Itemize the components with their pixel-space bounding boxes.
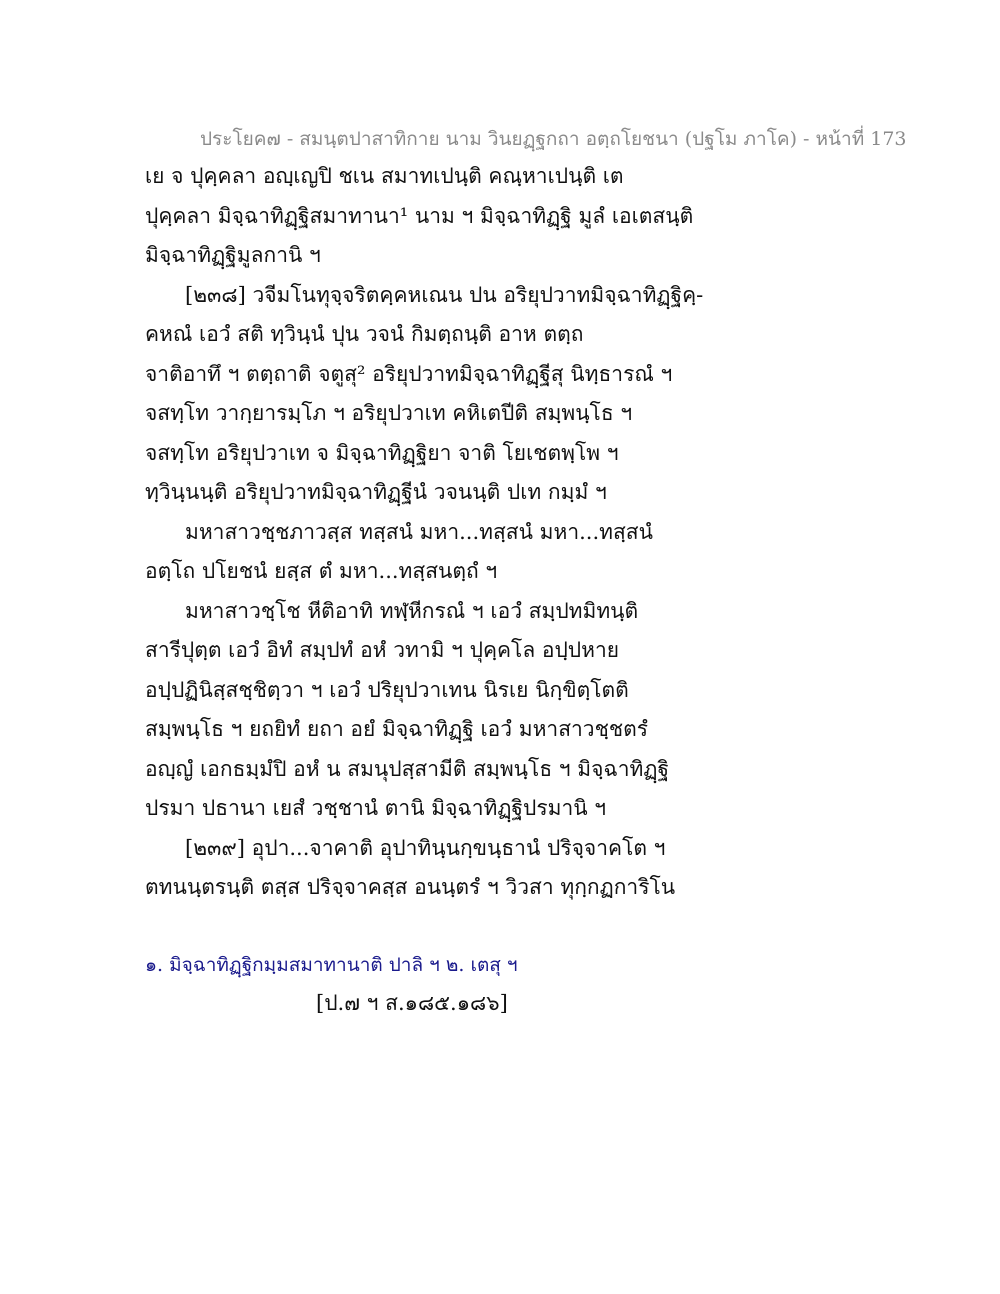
text-line-indented: มหาสาวชฺชภาวสฺส ทสฺสนํ มหา...ทสฺสนํ มหา...ทสฺสนํ	[185, 519, 653, 544]
footnote: ๑. มิจฺฉาทิฏฺฐิกมฺมสมาทานาติ ปาลิ ฯ ๒. เตสุ ฯ	[145, 954, 518, 976]
text-line: คหณํ เอวํ สติ ทฺวินฺนํ ปุน วจนํ กิมตฺถนฺติ อาห ตตฺถ	[145, 322, 584, 346]
text-line: จสทฺโท อริยุปวาเท จ มิจฺฉาทิฏฺฐิยา จาติ โยเชตพฺโพ ฯ	[145, 440, 619, 465]
text-line: ตทนนฺตรนฺติ ตสฺส ปริจฺจาคสฺส อนนฺตรํ ฯ วิวสา ทุกฺกฏการิโน	[145, 875, 676, 899]
text-line-indented: [๒๓๙] อุปา...จาคาติ อุปาทินฺนกฺขนฺธานํ ปริจฺจาคโต ฯ	[185, 835, 666, 860]
text-line: ทฺวินฺนนฺติ อริยุปวาทมิจฺฉาทิฏฺฐีนํ วจนนฺติ ปเท กมฺมํ ฯ	[145, 480, 607, 504]
body-text	[145, 157, 925, 908]
text-line: อปฺปฏินิสฺสชฺชิตฺวา ฯ เอวํ ปริยุปวาเทน นิรเย นิกฺขิตฺโตติ	[145, 677, 629, 702]
text-line: อตฺโถ ปโยชนํ ยสฺส ตํ มหา...ทสฺสนตฺถํ ฯ	[145, 559, 498, 583]
text-line: สมฺพนฺโธ ฯ ยถยิทํ ยถา อยํ มิจฺฉาทิฏฺฐิ เอวํ มหาสาวชฺชตรํ	[145, 717, 649, 741]
text-line: ปุคฺคลา มิจฺฉาทิฏฺฐิสมาทานา¹ นาม ฯ มิจฺฉาทิฏฺฐิ มูลํ เอเตสนฺติ	[145, 203, 694, 228]
text-line: มิจฺฉาทิฏฺฐิมูลกานิ ฯ	[145, 243, 321, 267]
text-line-indented: [๒๓๘] วจีมโนทุจฺจริตคฺคหเณน ปน อริยุปวาทมิจฺฉาทิฏฺฐิคฺ-	[185, 282, 704, 307]
text-line: สารีปุตฺต เอวํ อิทํ สมฺปทํ อหํ วทามิ ฯ ปุคฺคโล อปฺปหาย	[145, 638, 620, 662]
text-line: จาติอาทึ ฯ ตตฺถาติ จตูสุ² อริยุปวาทมิจฺฉาทิฏฺฐีสุ นิทฺธารณํ ฯ	[145, 361, 673, 386]
text-line-indented: มหาสาวชฺโช หีติอาทิ ทฬฺหีกรณํ ฯ เอวํ สมฺปทมิทนฺติ	[185, 598, 639, 623]
page-reference: [ป.๗ ฯ ส.๑๘๕.๑๘๖]	[316, 991, 508, 1015]
page-header: ประโยค๗ - สมนฺตปาสาทิกาย นาม วินยฏฺฐกถา อตฺถโยชนา (ปฐโม ภาโค) - หน้าที่ 173	[200, 128, 907, 150]
text-line: จสทฺโท วากฺยารมฺโภ ฯ อริยุปวาเท คหิเตปีติ สมฺพนฺโธ ฯ	[145, 401, 633, 425]
text-line: เย จ ปุคฺคลา อญฺเญปิ ชเน สมาทเปนฺติ คณฺหาเปนฺติ เต	[145, 164, 624, 188]
text-line: ปรมา ปธานา เยสํ วชฺชานํ ตานิ มิจฺฉาทิฏฺฐิปรมานิ ฯ	[145, 796, 607, 820]
text-line: อญฺญํ เอกธมฺมํปิ อหํ น สมนุปสฺสามีติ สมฺพนฺโธ ฯ มิจฺฉาทิฏฺฐิ	[145, 756, 670, 781]
